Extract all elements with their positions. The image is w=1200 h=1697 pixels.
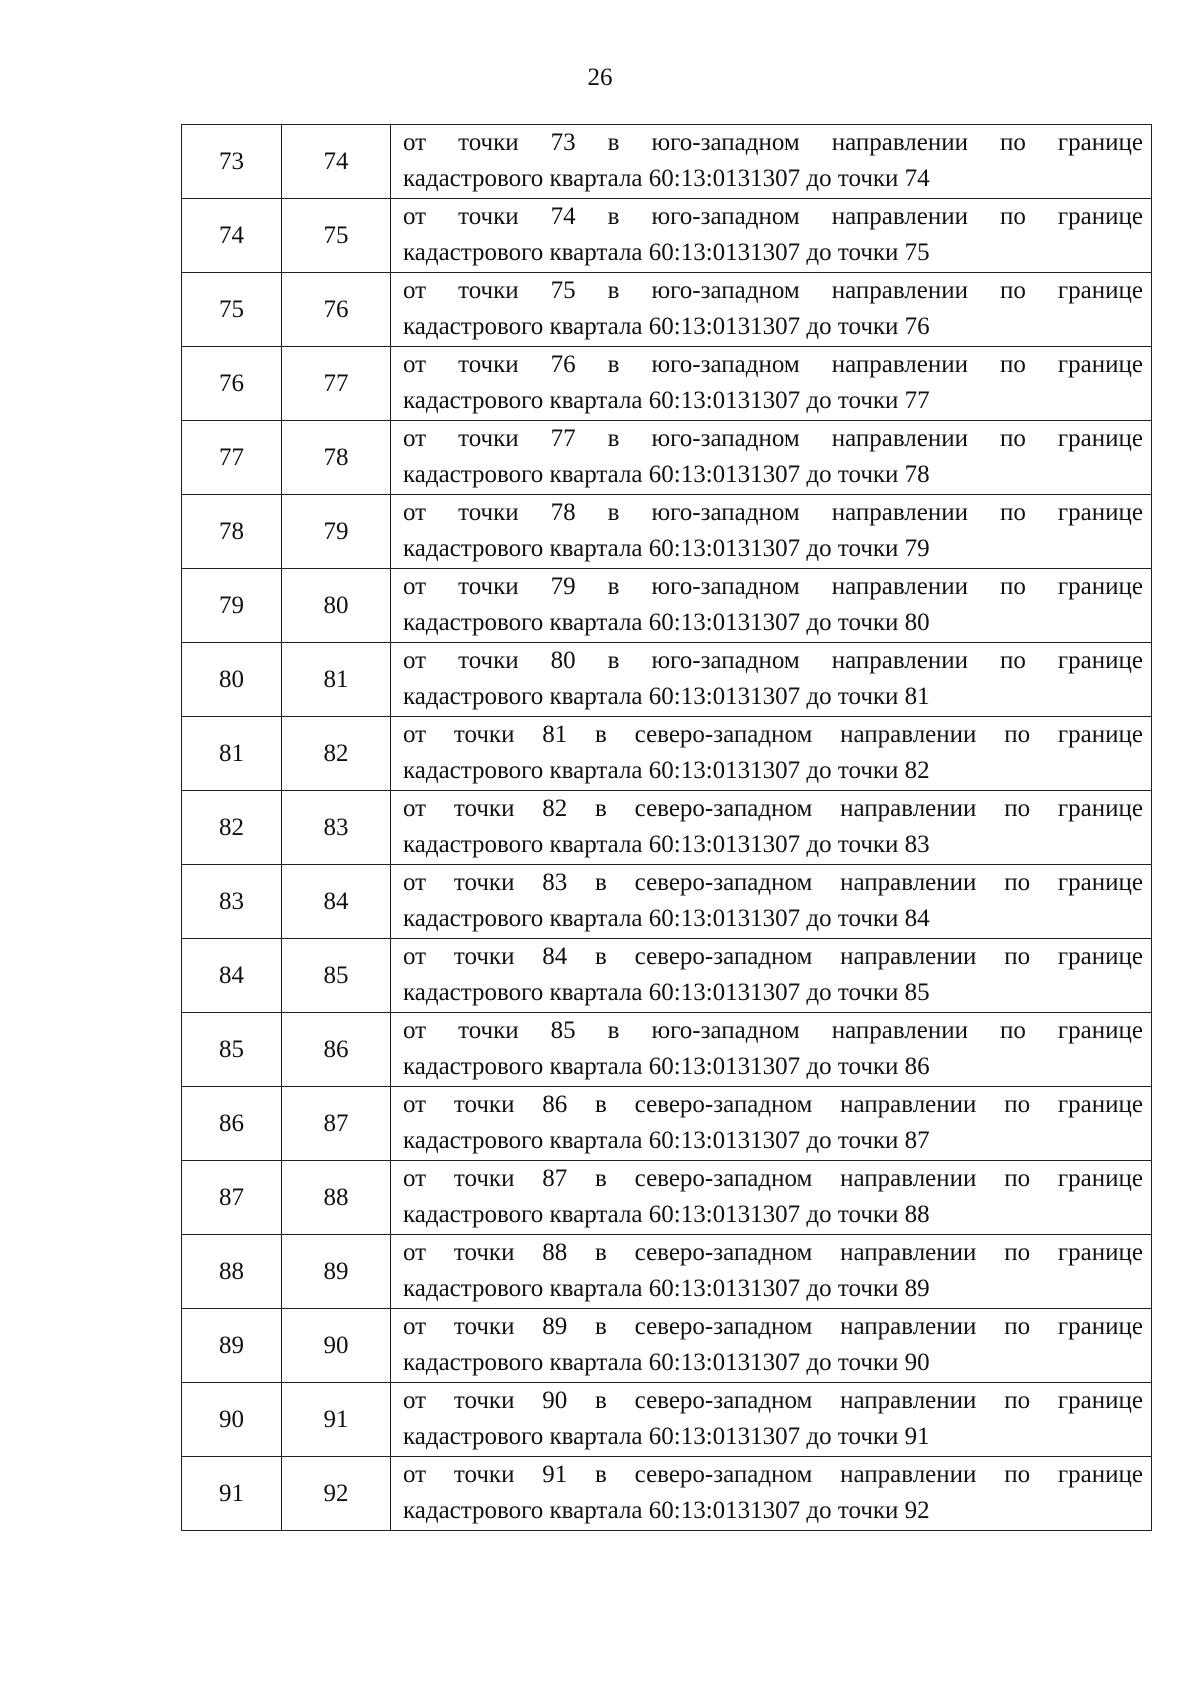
description-cell	[391, 273, 1152, 347]
table-row	[182, 569, 1152, 643]
description-line: от точки 89 в северо-западном направлении по границе	[403, 1313, 1143, 1340]
description-line: от точки 81 в северо-западном направлении по границе	[403, 721, 1143, 748]
description-line: кадастрового квартала 60:13:0131307 до точки 85	[403, 979, 930, 1006]
to-point-cell: 88	[282, 1161, 391, 1235]
description-cell	[391, 1457, 1152, 1531]
description-line: кадастрового квартала 60:13:0131307 до точки 80	[403, 609, 930, 636]
to-point-cell: 89	[282, 1235, 391, 1309]
description-line: кадастрового квартала 60:13:0131307 до точки 90	[403, 1349, 930, 1376]
from-point-cell: 77	[182, 421, 282, 495]
description-line: от точки 78 в юго-западном направлении по границе	[403, 499, 1143, 526]
from-point-cell: 74	[182, 199, 282, 273]
description-text	[403, 1087, 1143, 1159]
from-point-cell: 83	[182, 865, 282, 939]
to-point-cell: 74	[282, 125, 391, 199]
to-point-cell: 77	[282, 347, 391, 421]
description-text	[403, 569, 1143, 641]
table-row	[182, 643, 1152, 717]
description-line: кадастрового квартала 60:13:0131307 до точки 92	[403, 1497, 930, 1524]
description-cell	[391, 199, 1152, 273]
description-line: кадастрового квартала 60:13:0131307 до точки 77	[403, 387, 930, 414]
description-text	[403, 1309, 1143, 1381]
description-line: от точки 84 в северо-западном направлении по границе	[403, 943, 1143, 970]
boundary-points-table	[181, 124, 1152, 1531]
description-line: от точки 75 в юго-западном направлении по границе	[403, 277, 1143, 304]
to-point-cell: 80	[282, 569, 391, 643]
from-point-cell: 91	[182, 1457, 282, 1531]
to-point-cell: 76	[282, 273, 391, 347]
description-line: кадастрового квартала 60:13:0131307 до точки 81	[403, 683, 930, 710]
table-row	[182, 791, 1152, 865]
from-point-cell: 73	[182, 125, 282, 199]
description-line: кадастрового квартала 60:13:0131307 до точки 88	[403, 1201, 930, 1228]
table-row	[182, 273, 1152, 347]
description-line: от точки 80 в юго-западном направлении по границе	[403, 647, 1143, 674]
description-line: от точки 88 в северо-западном направлении по границе	[403, 1239, 1143, 1266]
description-text	[403, 717, 1143, 789]
table-row	[182, 865, 1152, 939]
table-row	[182, 421, 1152, 495]
from-point-cell: 87	[182, 1161, 282, 1235]
from-point-cell: 82	[182, 791, 282, 865]
to-point-cell: 87	[282, 1087, 391, 1161]
table-row	[182, 717, 1152, 791]
table-body	[182, 125, 1152, 1531]
description-line: от точки 76 в юго-западном направлении по границе	[403, 351, 1143, 378]
description-line: кадастрового квартала 60:13:0131307 до точки 91	[403, 1423, 930, 1450]
to-point-cell: 79	[282, 495, 391, 569]
description-text	[403, 1383, 1143, 1455]
description-cell	[391, 1087, 1152, 1161]
table-row	[182, 199, 1152, 273]
description-line: кадастрового квартала 60:13:0131307 до точки 84	[403, 905, 930, 932]
table-row	[182, 1161, 1152, 1235]
table-row	[182, 939, 1152, 1013]
description-cell	[391, 495, 1152, 569]
description-cell	[391, 421, 1152, 495]
from-point-cell: 84	[182, 939, 282, 1013]
table-row	[182, 495, 1152, 569]
page-number: 26	[587, 64, 613, 91]
from-point-cell: 89	[182, 1309, 282, 1383]
table-row	[182, 1457, 1152, 1531]
description-text	[403, 1235, 1143, 1307]
description-text	[403, 939, 1143, 1011]
to-point-cell: 92	[282, 1457, 391, 1531]
description-cell	[391, 1235, 1152, 1309]
to-point-cell: 90	[282, 1309, 391, 1383]
description-cell	[391, 1309, 1152, 1383]
table-row	[182, 1383, 1152, 1457]
description-text	[403, 791, 1143, 863]
description-line: от точки 74 в юго-западном направлении по границе	[403, 203, 1143, 230]
description-line: кадастрового квартала 60:13:0131307 до точки 83	[403, 831, 930, 858]
description-text	[403, 1013, 1143, 1085]
description-text	[403, 1161, 1143, 1233]
table-row	[182, 1309, 1152, 1383]
description-cell	[391, 347, 1152, 421]
to-point-cell: 91	[282, 1383, 391, 1457]
to-point-cell: 83	[282, 791, 391, 865]
description-cell	[391, 939, 1152, 1013]
description-line: от точки 83 в северо-западном направлении по границе	[403, 869, 1143, 896]
to-point-cell: 85	[282, 939, 391, 1013]
description-line: от точки 86 в северо-западном направлении по границе	[403, 1091, 1143, 1118]
from-point-cell: 78	[182, 495, 282, 569]
description-text	[403, 199, 1143, 271]
to-point-cell: 75	[282, 199, 391, 273]
table-row	[182, 125, 1152, 199]
description-line: кадастрового квартала 60:13:0131307 до точки 76	[403, 313, 930, 340]
to-point-cell: 78	[282, 421, 391, 495]
description-line: кадастрового квартала 60:13:0131307 до точки 79	[403, 535, 930, 562]
description-line: кадастрового квартала 60:13:0131307 до точки 78	[403, 461, 930, 488]
description-cell	[391, 865, 1152, 939]
description-cell	[391, 717, 1152, 791]
table-row	[182, 347, 1152, 421]
description-text	[403, 125, 1143, 197]
description-line: от точки 91 в северо-западном направлении по границе	[403, 1461, 1143, 1488]
description-text	[403, 347, 1143, 419]
description-line: от точки 90 в северо-западном направлении по границе	[403, 1387, 1143, 1414]
table-row	[182, 1013, 1152, 1087]
description-text	[403, 865, 1143, 937]
from-point-cell: 79	[182, 569, 282, 643]
description-line: кадастрового квартала 60:13:0131307 до точки 82	[403, 757, 930, 784]
from-point-cell: 88	[182, 1235, 282, 1309]
description-line: от точки 77 в юго-западном направлении по границе	[403, 425, 1143, 452]
description-text	[403, 421, 1143, 493]
description-cell	[391, 791, 1152, 865]
description-cell	[391, 569, 1152, 643]
to-point-cell: 82	[282, 717, 391, 791]
description-text	[403, 273, 1143, 345]
description-line: кадастрового квартала 60:13:0131307 до точки 86	[403, 1053, 930, 1080]
description-line: от точки 85 в юго-западном направлении по границе	[403, 1017, 1143, 1044]
from-point-cell: 86	[182, 1087, 282, 1161]
description-line: от точки 82 в северо-западном направлении по границе	[403, 795, 1143, 822]
description-line: от точки 73 в юго-западном направлении по границе	[403, 129, 1143, 156]
description-cell	[391, 643, 1152, 717]
from-point-cell: 85	[182, 1013, 282, 1087]
description-cell	[391, 1013, 1152, 1087]
description-line: от точки 87 в северо-западном направлении по границе	[403, 1165, 1143, 1192]
table-row	[182, 1235, 1152, 1309]
description-text	[403, 495, 1143, 567]
description-text	[403, 643, 1143, 715]
to-point-cell: 81	[282, 643, 391, 717]
to-point-cell: 84	[282, 865, 391, 939]
description-cell	[391, 1383, 1152, 1457]
from-point-cell: 76	[182, 347, 282, 421]
description-line: кадастрового квартала 60:13:0131307 до точки 75	[403, 239, 930, 266]
description-line: кадастрового квартала 60:13:0131307 до точки 87	[403, 1127, 930, 1154]
from-point-cell: 81	[182, 717, 282, 791]
from-point-cell: 80	[182, 643, 282, 717]
from-point-cell: 75	[182, 273, 282, 347]
description-cell	[391, 125, 1152, 199]
table-row	[182, 1087, 1152, 1161]
to-point-cell: 86	[282, 1013, 391, 1087]
description-text	[403, 1457, 1143, 1529]
from-point-cell: 90	[182, 1383, 282, 1457]
description-line: кадастрового квартала 60:13:0131307 до точки 74	[403, 165, 930, 192]
description-line: кадастрового квартала 60:13:0131307 до точки 89	[403, 1275, 930, 1302]
description-line: от точки 79 в юго-западном направлении по границе	[403, 573, 1143, 600]
description-cell	[391, 1161, 1152, 1235]
